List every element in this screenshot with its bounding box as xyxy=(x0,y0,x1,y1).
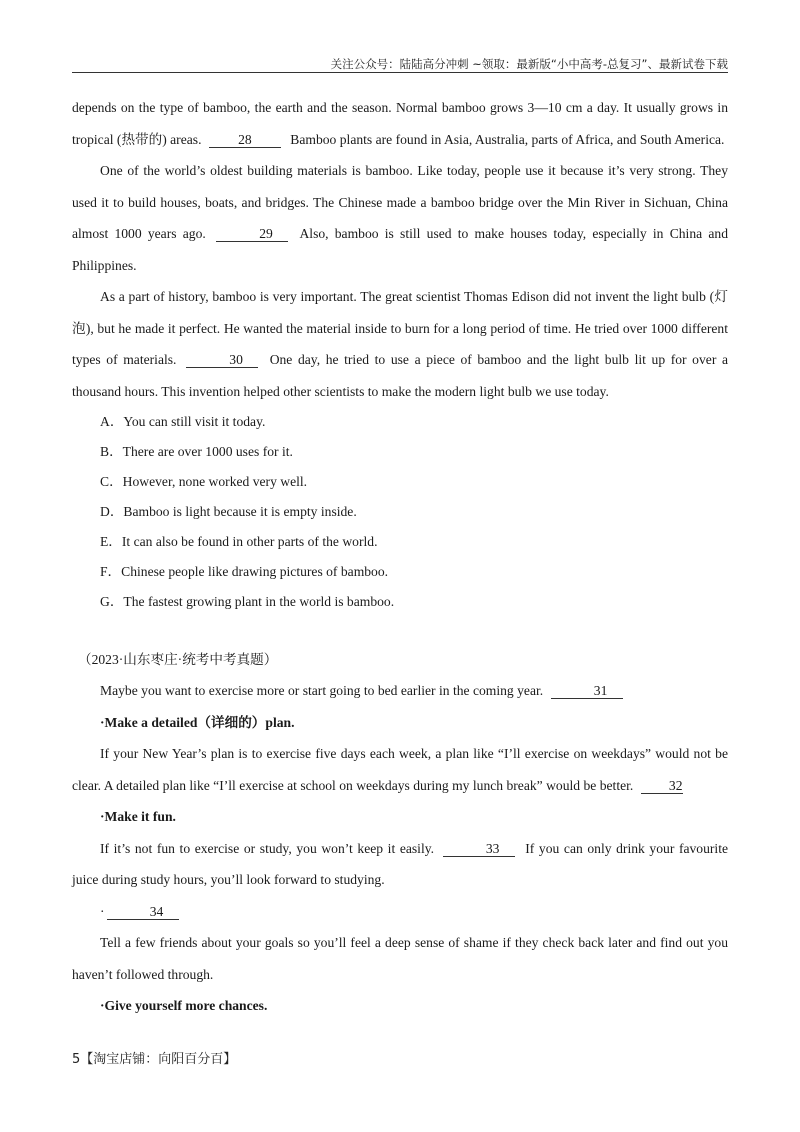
option-e: E．It can also be found in other parts of the world. xyxy=(100,534,378,549)
blank-32: 32 xyxy=(641,778,683,794)
blank-30: 30 xyxy=(186,352,258,368)
option-g: G．The fastest growing plant in the world is bamboo. xyxy=(100,594,395,609)
blank-28: 28 xyxy=(209,132,281,148)
paragraph-new-year-plan: Maybe you want to exercise more or start going to bed earlier in the coming year. 31 xyxy=(72,675,728,707)
header-rule xyxy=(72,72,728,73)
blank-33: 33 xyxy=(443,841,515,857)
paragraph-make-it-fun: If it’s not fun to exercise or study, you won’t keep it easily. 33 If you can only drink your favourite juice during study hours, you’ll look forward to studying. xyxy=(72,840,729,887)
exam-source: （2023·山东枣庄·统考中考真题） xyxy=(78,652,278,667)
option-c: C．However, none worked very well. xyxy=(100,474,308,489)
blank-31: 31 xyxy=(551,683,623,699)
option-f: F．Chinese people like drawing pictures of bamboo. xyxy=(100,564,389,579)
page-header: 关注公众号：陆陆高分冲刺 ~领取：最新版“小中高考-总复习”、最新试卷下载 xyxy=(330,57,728,71)
heading-make-it-fun: ·Make it fun. xyxy=(100,809,176,824)
option-b: B．There are over 1000 uses for it. xyxy=(100,444,293,459)
heading-detailed-plan: ·Make a detailed（详细的）plan. xyxy=(100,714,295,730)
paragraph-detailed-plan: If your New Year’s plan is to exercise five days each week, a plan like “I’ll exercise on weekdays” would not be clear. A detailed plan like “I’ll exercise at school on weekdays during my lunch break” would be better. 32 xyxy=(72,746,728,793)
page-footer: 5【淘宝店铺：向阳百分百】 xyxy=(72,1052,237,1067)
heading-more-chances: ·Give yourself more chances. xyxy=(100,998,268,1013)
option-d: D．Bamboo is light because it is empty inside. xyxy=(100,504,357,519)
page-content xyxy=(72,92,728,1022)
paragraph-building-materials: One of the world’s oldest building materials is bamboo. Like today, people use it because it’s very strong. They used it to build houses, boats, and bridges. The Chinese made a bamboo bridge over the Min River in Sichuan, China almost 1000 years ago. 29 Also, bamboo is still used to make houses today, especially in China and Philippines. xyxy=(72,163,728,273)
blank-34: 34 xyxy=(107,904,179,920)
paragraph-tell-friends: Tell a few friends about your goals so you’ll feel a deep sense of shame if they check back later and find out you haven’t followed through. xyxy=(72,935,728,982)
heading-blank-34: · 34 xyxy=(72,896,728,928)
option-a: A．You can still visit it today. xyxy=(100,414,266,429)
blank-29: 29 xyxy=(216,226,288,242)
paragraph-bamboo-growth: depends on the type of bamboo, the earth and the season. Normal bamboo grows 3—10 cm a day. It usually grows in tropical (热带的) areas. 28 Bamboo plants are found in Asia, Australia, parts of Africa, and South America. xyxy=(72,100,728,147)
paragraph-edison: As a part of history, bamboo is very important. The great scientist Thomas Edison did not invent the light bulb (灯泡), but he made it perfect. He wanted the material inside to burn for a long period of time. He tried over 1000 different types of materials. 30 One day, he tried to use a piece of bamboo and the light bulb lit up for over a thousand hours. This invention helped other scientists to make the modern light bulb we use today. xyxy=(72,289,728,399)
options-list xyxy=(72,407,728,617)
